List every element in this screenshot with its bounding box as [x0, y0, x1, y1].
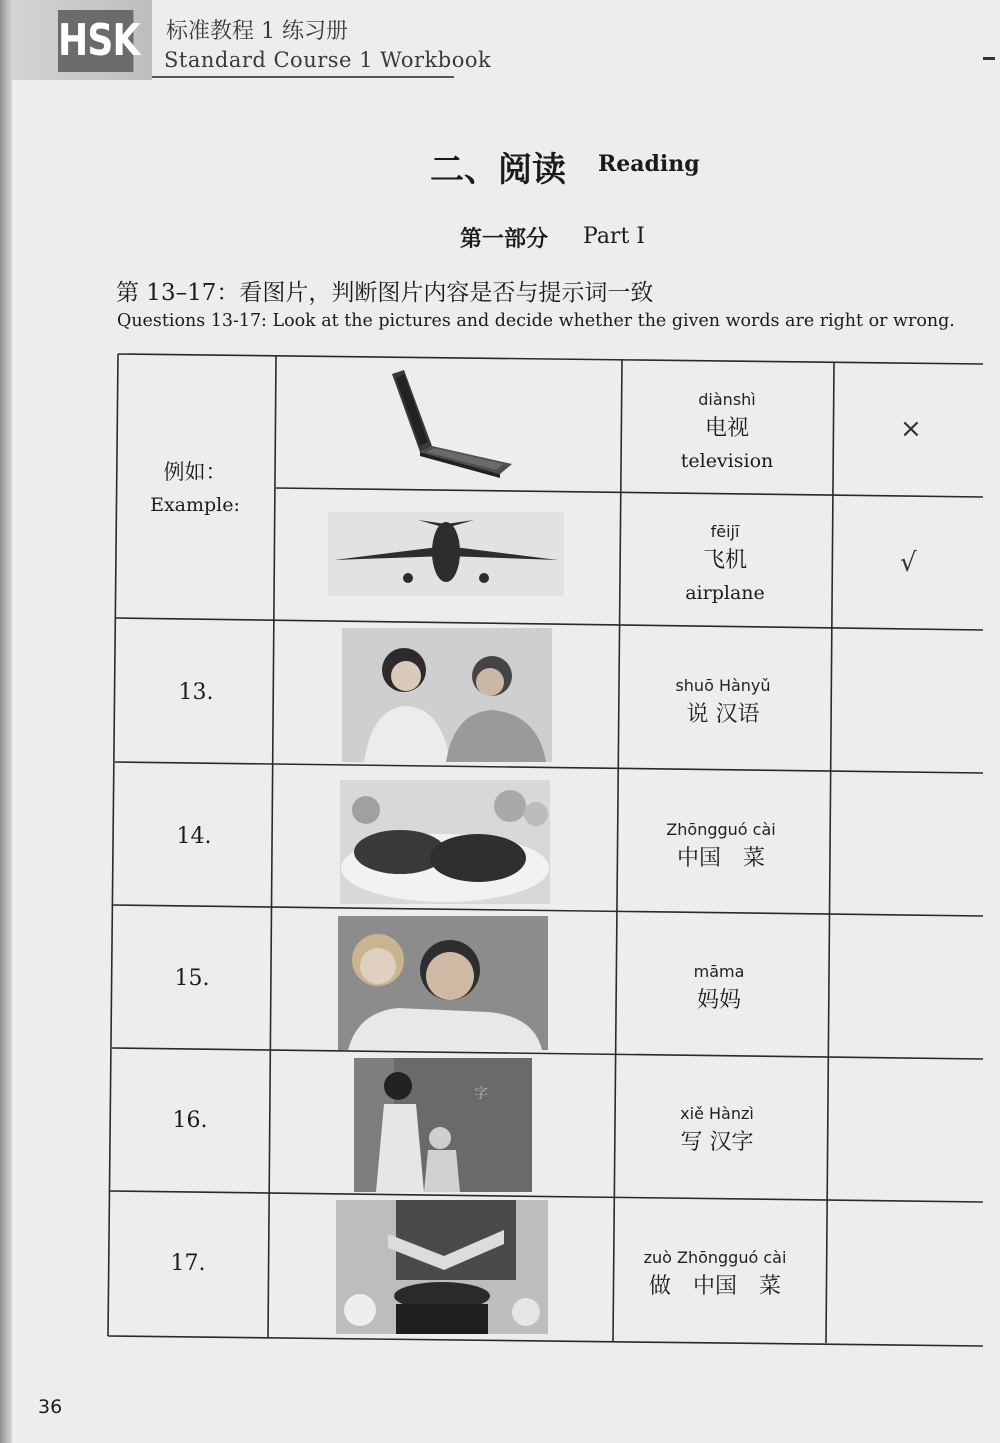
example-label-en: Example:: [150, 494, 240, 516]
question-word: [610, 1248, 820, 1300]
question-number: 15.: [174, 966, 210, 991]
question-number: 14.: [176, 824, 212, 849]
airplane-photo: [328, 512, 564, 596]
pinyin: fēijī: [710, 522, 740, 541]
pinyin: shuō Hànyǔ: [675, 676, 771, 695]
hanzi: 做 中国 菜: [648, 1274, 781, 1299]
question-word: [618, 676, 828, 728]
father-daughter-photo: [338, 916, 548, 1050]
women-talking-photo: [342, 628, 552, 762]
example-label-zh: 例如：: [163, 460, 227, 484]
chef-cooking-photo: [336, 1200, 548, 1334]
answer-box[interactable]: [834, 630, 982, 770]
instructions-zh: 第 13–17：看图片，判断图片内容是否与提示词一致: [116, 280, 654, 306]
page-number: 36: [38, 1396, 63, 1418]
check-mark: √: [900, 548, 917, 578]
section-title-zh: 二、阅读: [430, 150, 566, 190]
question-number: 13.: [178, 680, 214, 705]
svg-text:字: 字: [474, 1086, 488, 1102]
pinyin: māma: [693, 962, 745, 981]
question-number: 16.: [172, 1108, 208, 1133]
wrong-mark: ×: [900, 414, 922, 444]
pinyin: Zhōngguó cài: [666, 820, 776, 839]
pinyin: zuò Zhōngguó cài: [643, 1248, 787, 1267]
hanzi: 飞机: [702, 548, 747, 573]
laptop-photo: [380, 368, 520, 480]
english-gloss: television: [680, 450, 774, 472]
part-title-en: Part Ⅰ: [583, 224, 645, 249]
example-word-2: [620, 522, 830, 604]
question-word: [614, 962, 824, 1014]
pinyin: diànshì: [698, 390, 756, 409]
instructions-en: Questions 13-17: Look at the pictures and decide whether the given words are right or wrong.: [117, 310, 955, 331]
answer-box[interactable]: [828, 1059, 982, 1199]
hanzi: 写 汉字: [680, 1130, 754, 1155]
header-title-en: Standard Course 1 Workbook: [164, 48, 492, 72]
answer-box[interactable]: [832, 773, 982, 913]
english-gloss: airplane: [685, 582, 765, 604]
answer-box[interactable]: [830, 916, 982, 1056]
question-word: [612, 1104, 822, 1156]
hanzi: 妈妈: [696, 988, 741, 1013]
answer-box[interactable]: [826, 1202, 982, 1344]
section-title-en: Reading: [598, 151, 700, 177]
part-title-zh: 第一部分: [460, 226, 549, 252]
example-word-1: [622, 390, 832, 472]
steak-dish-photo: [340, 780, 550, 904]
hanzi: 电视: [704, 416, 749, 441]
hanzi: 说 汉语: [686, 702, 760, 727]
hanzi: 中国 菜: [676, 846, 765, 871]
header-title-zh: 标准教程 1 练习册: [166, 19, 348, 44]
hsk-logo: HSK: [58, 10, 133, 72]
boys-at-chalkboard-photo: [354, 1058, 532, 1192]
question-number: 17.: [170, 1251, 206, 1276]
pinyin: xiě Hànzì: [680, 1104, 754, 1123]
question-word: [616, 820, 826, 872]
